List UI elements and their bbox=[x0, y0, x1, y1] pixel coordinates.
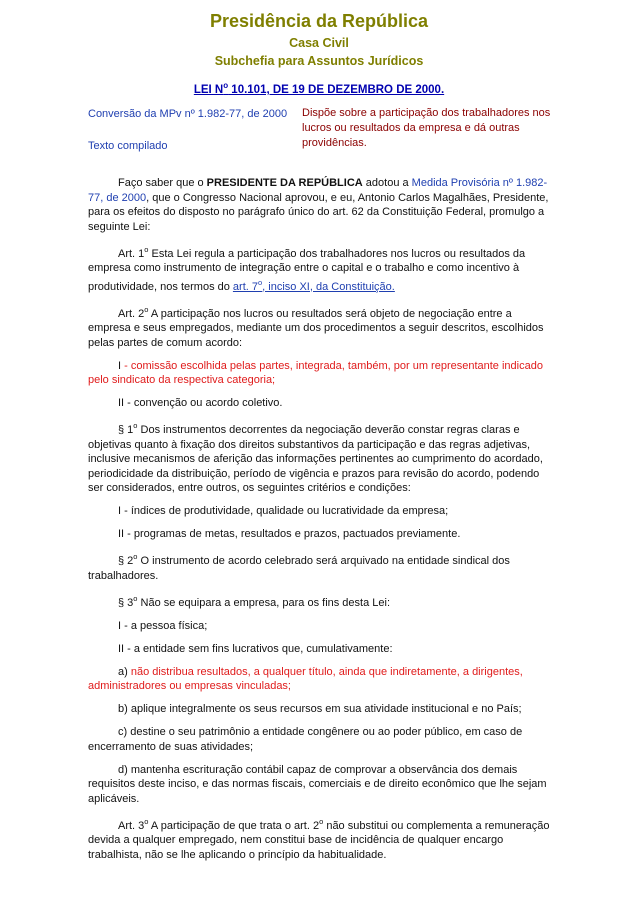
paragraph-1 bbox=[88, 419, 550, 496]
preamble-president: PRESIDENTE DA REPÚBLICA bbox=[206, 177, 363, 189]
paragraph-3-label: § 3 bbox=[118, 596, 134, 609]
constitution-link-pre: art. 7 bbox=[232, 280, 258, 293]
article-2-inciso-1 bbox=[88, 359, 550, 388]
law-metadata bbox=[88, 106, 550, 176]
article-3-sup: o bbox=[144, 816, 149, 826]
paragraph-3-text: Não se equipara a empresa, para os fins desta Lei: bbox=[137, 596, 391, 609]
article-1-label: Art. 1 bbox=[118, 247, 145, 260]
alinea-b: b) aplique integralmente os seus recursos em sua atividade institucional e no País; bbox=[118, 703, 522, 715]
law-title-link[interactable] bbox=[193, 81, 445, 96]
preamble-text-d: , que o Congresso Nacional aprovou, e eu, Antonio Carlos Magalhães, Presidente, para os efeitos do disposto no parágrafo único do art. 62 da Constituição Federal, promulgo a seguinte Lei: bbox=[88, 191, 549, 233]
paragraph-2-text: O instrumento de acordo celebrado será arquivado na entidade sindical dos trabalhadores. bbox=[88, 555, 510, 582]
compiled-text-link[interactable]: Texto compilado bbox=[88, 140, 168, 152]
paragraph-1-label: § 1 bbox=[118, 424, 134, 436]
paragraph-2 bbox=[88, 550, 550, 583]
article-1 bbox=[88, 243, 550, 295]
alinea-d: d) mantenha escrituração contábil capaz de comprovar a observância dos demais requisitos deste inciso, e das normas fiscais, comerciais e de direito econômico que lhe sejam aplicáveis. bbox=[88, 763, 547, 805]
header-subchefia: Subchefia para Assuntos Jurídicos bbox=[214, 54, 424, 68]
preamble bbox=[88, 176, 550, 234]
article-3-ref-sup: o bbox=[319, 816, 324, 826]
article-2-inciso-2: II - convenção ou acordo coletivo. bbox=[118, 397, 283, 409]
conversion-link[interactable]: Conversão da MPv nº 1.982-77, de 2000 bbox=[88, 108, 288, 120]
header-casa-civil: Casa Civil bbox=[289, 36, 349, 50]
mp-link[interactable]: Medida Provisória nº 1.982-77, de 2000 bbox=[88, 177, 548, 204]
paragraph-2-sup: o bbox=[133, 552, 138, 561]
law-title-rest: 10.101, DE 19 DE DEZEMBRO DE 2000. bbox=[228, 84, 445, 96]
constitution-link-post: , inciso XI, da Constituição. bbox=[262, 280, 395, 293]
article-2-label: Art. 2 bbox=[118, 307, 145, 320]
constitution-link[interactable] bbox=[232, 277, 395, 293]
alinea-a-text: não distribua resultados, a qualquer título, ainda que indiretamente, a dirigentes, administradores ou empresas vinculadas; bbox=[88, 665, 523, 692]
paragraph-3-item-2: II - a entidade sem fins lucrativos que, cumulativamente: bbox=[118, 642, 393, 655]
paragraph-1-item-1: I - índices de produtividade, qualidade ou lucratividade da empresa; bbox=[118, 505, 449, 517]
paragraph-3-item-1: I - a pessoa física; bbox=[118, 619, 208, 632]
article-3-label: Art. 3 bbox=[118, 819, 145, 832]
alinea-a-label: a) bbox=[118, 665, 128, 678]
paragraph-1-item-2: II - programas de metas, resultados e prazos, pactuados previamente. bbox=[118, 528, 461, 540]
paragraph-1-sup: o bbox=[133, 421, 138, 430]
alinea-a bbox=[88, 665, 550, 694]
article-2 bbox=[88, 303, 550, 351]
law-title-prefix: LEI N bbox=[193, 84, 224, 96]
article-2-text: A participação nos lucros ou resultados será objeto de negociação entre a empresa e seus empregados, mediante um dos procedimentos a seguir descritos, escolhidos pelas partes de comum acordo: bbox=[88, 307, 544, 349]
article-3-text: não substitui ou complementa a remuneração devida a qualquer empregado, nem constitui base de incidência de qualquer encargo trabalhista, não se lhe aplicando o princípio da habitualidade. bbox=[88, 819, 550, 861]
article-3 bbox=[88, 815, 550, 863]
alinea-c: c) destine o seu patrimônio a entidade congênere ou ao poder público, em caso de encerramento de suas atividades; bbox=[88, 726, 523, 753]
inciso-1-text: - comissão escolhida pelas partes, integrada, também, por um representante indicado pelo sindicato da respectiva categoria; bbox=[88, 359, 543, 386]
article-1-sup: o bbox=[144, 244, 149, 254]
paragraph-2-label: § 2 bbox=[118, 555, 134, 567]
preamble-text-c: adotou a bbox=[362, 177, 412, 189]
related-links bbox=[88, 106, 288, 154]
law-title-sup: o bbox=[223, 81, 229, 90]
constitution-link-sup: o bbox=[258, 277, 263, 287]
article-2-sup: o bbox=[144, 304, 149, 314]
law-title bbox=[88, 78, 550, 98]
paragraph-3 bbox=[88, 592, 550, 611]
law-body bbox=[88, 176, 550, 871]
inciso-1-number: I bbox=[118, 359, 122, 372]
paragraph-1-text: Dos instrumentos decorrentes da negociação deverão constar regras claras e objetivas quanto à fixação dos direitos substantivos da participação e das regras adjetivas, inclusive mecanismos de aferição das informações pertinentes ao cumprimento do acordado, periodicidade da distribuição, período de vigência e prazos para revisão do acordo, podendo ser considerados, entre outros, os seguintes critérios e condições: bbox=[88, 424, 543, 494]
article-3-ref: A participação de que trata o art. 2 bbox=[148, 819, 320, 832]
preamble-text-a: Faço saber que o bbox=[118, 177, 207, 189]
paragraph-3-sup: o bbox=[133, 593, 138, 603]
ementa: Dispõe sobre a participação dos trabalhadores nos lucros ou resultados da empresa e dá outras providências. bbox=[302, 107, 551, 149]
header-presidency: Presidência da República bbox=[209, 11, 429, 31]
article-1-text: Esta Lei regula a participação dos trabalhadores nos lucros ou resultados da empresa como instrumento de integração entre o capital e o trabalho e como incentivo à produtividade, nos termos do bbox=[88, 247, 526, 293]
